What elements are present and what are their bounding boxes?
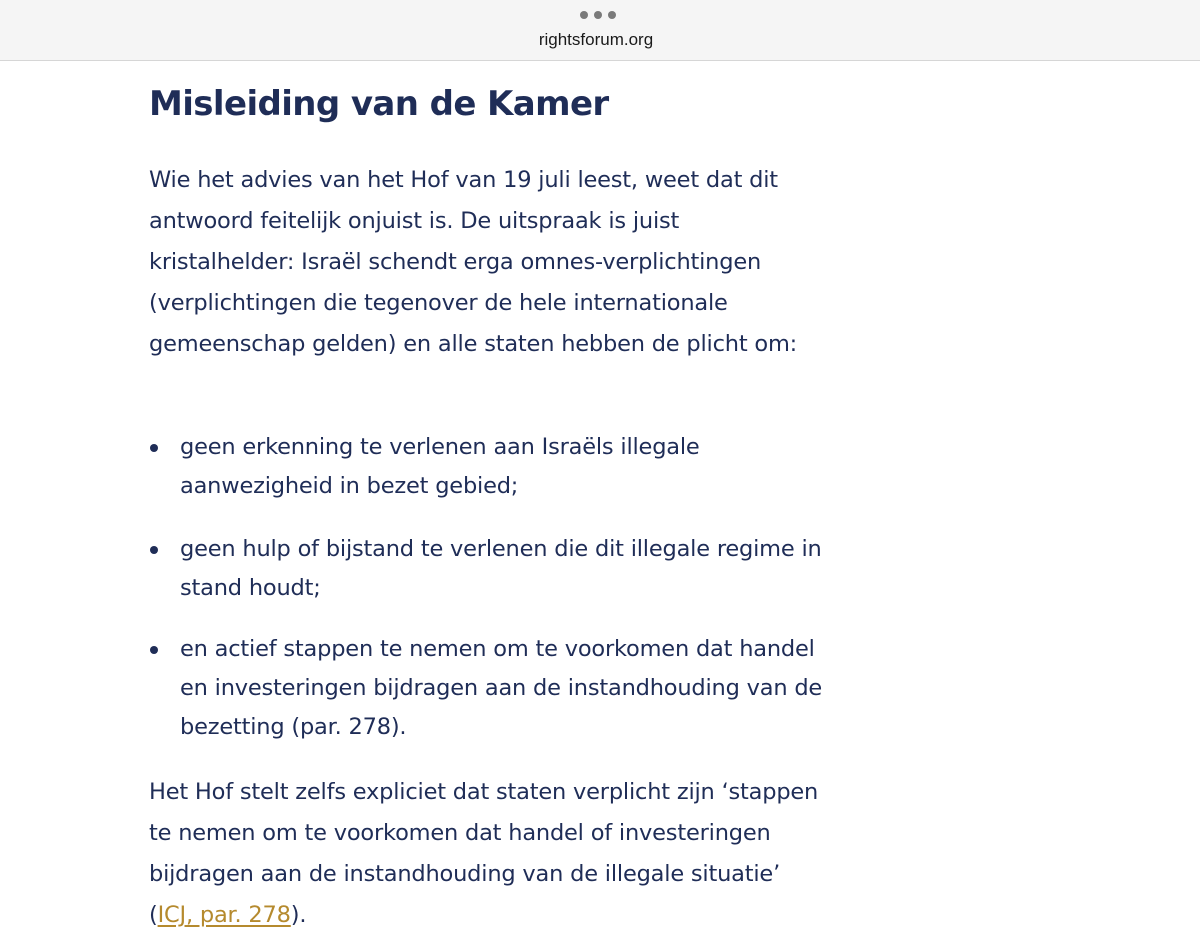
paragraph-court-statement — [149, 772, 818, 936]
list-item-text — [180, 630, 822, 747]
list-item-line: aanwezigheid in bezet gebied; — [180, 473, 519, 499]
list-item-text — [180, 530, 822, 608]
bullet-icon — [150, 444, 158, 452]
dot — [580, 11, 588, 19]
list-item-line: en actief stappen te nemen om te voorkomen dat handel — [180, 636, 815, 662]
article-heading: Misleiding van de Kamer — [149, 84, 609, 124]
list-item-line: en investeringen bijdragen aan de instandhouding van de — [180, 675, 823, 701]
paragraph-line: Het Hof stelt zelfs expliciet dat staten verplicht zijn ‘stappen — [149, 779, 819, 805]
paragraph-line: te nemen om te voorkomen dat handel of investeringen — [149, 820, 771, 846]
bullet-icon — [150, 646, 158, 654]
citation-close: ). — [290, 902, 307, 928]
paragraph-line: kristalhelder: Israël schendt erga omnes-verplichtingen — [149, 249, 762, 275]
list-item-line: stand houdt; — [180, 575, 321, 601]
list-item-text — [180, 428, 700, 506]
url-display[interactable]: rightsforum.org — [538, 30, 654, 49]
citation-line — [149, 895, 818, 936]
dot — [608, 11, 616, 19]
paragraph-line: antwoord feitelijk onjuist is. De uitspraak is juist — [149, 208, 680, 234]
paragraph-line: bijdragen aan de instandhouding van de illegale situatie’ — [149, 861, 781, 887]
citation-open: ( — [149, 902, 158, 928]
more-options-icon[interactable] — [580, 11, 616, 19]
paragraph-intro — [149, 160, 797, 365]
icj-citation-link[interactable]: ICJ, par. 278 — [157, 902, 291, 928]
browser-top-bar — [0, 0, 1200, 61]
list-item-line: bezetting (par. 278). — [180, 714, 407, 740]
list-item-line: geen hulp of bijstand te verlenen die dit illegale regime in — [180, 536, 822, 562]
paragraph-line: (verplichtingen die tegenover de hele internationale — [149, 290, 728, 316]
paragraph-line: Wie het advies van het Hof van 19 juli leest, weet dat dit — [149, 167, 778, 193]
dot — [594, 11, 602, 19]
list-item-line: geen erkenning te verlenen aan Israëls illegale — [180, 434, 700, 460]
paragraph-line: gemeenschap gelden) en alle staten hebben de plicht om: — [149, 331, 798, 357]
bullet-icon — [150, 546, 158, 554]
